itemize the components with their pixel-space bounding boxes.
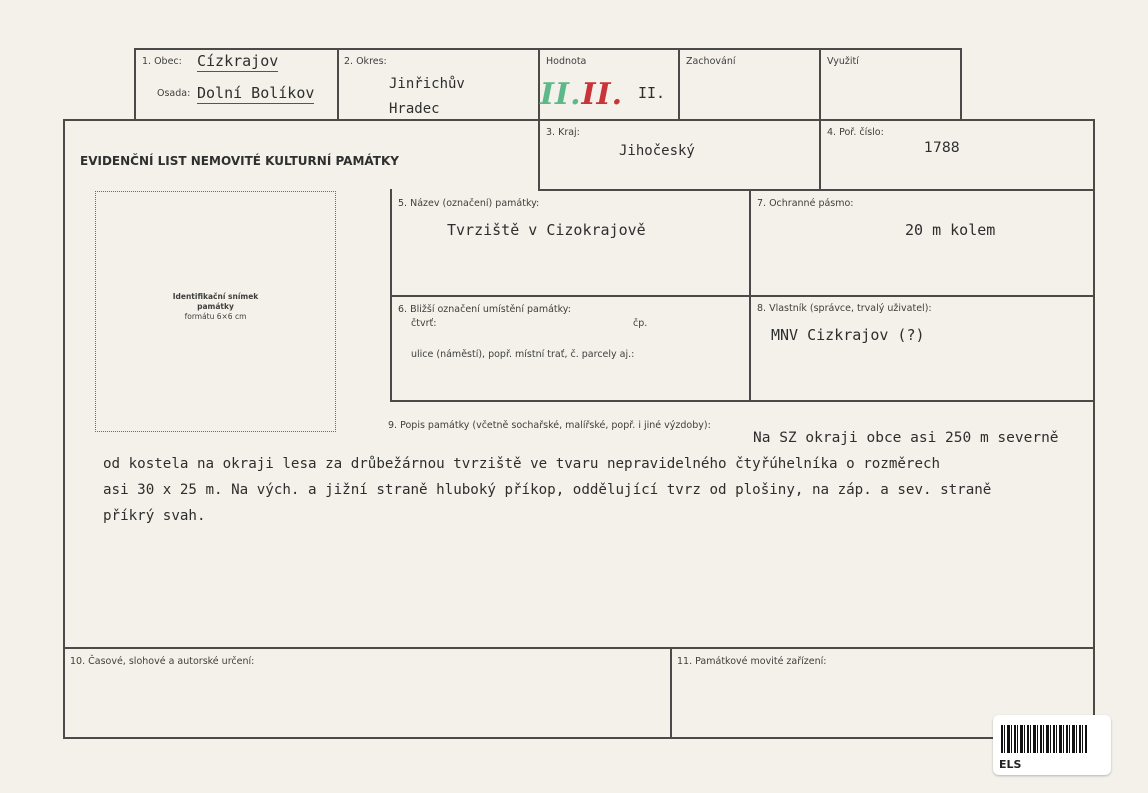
photo-placeholder [95, 191, 336, 432]
okres-value-line2: Hradec [389, 101, 440, 117]
barcode-bars [1001, 725, 1087, 753]
popis-line1: Na SZ okraji obce asi 250 m severně [753, 430, 1059, 446]
photo-text-line3: formátu 6×6 cm [184, 312, 247, 321]
kraj-value: Jihočeský [619, 143, 695, 159]
popis-line4: příkrý svah. [103, 508, 206, 524]
grade-red: II. [581, 77, 624, 112]
por-cislo-label: 4. Poř. číslo: [827, 127, 884, 138]
okres-value-line1: Jinřichův [389, 76, 465, 92]
vyuziti-label: Využití [827, 56, 859, 67]
por-cislo-value: 1788 [924, 140, 960, 156]
okres-label: 2. Okres: [344, 56, 387, 67]
photo-text-line2: památky [197, 302, 234, 311]
grade-green: II. [540, 77, 582, 112]
ctvrt-label: čtvrť: [411, 318, 437, 329]
ochranne-pasmo-label: 7. Ochranné pásmo: [757, 198, 854, 209]
hodnota-handwritten-grade [540, 77, 623, 112]
umisteni-label: 6. Bližší označení umístění památky: [398, 304, 571, 315]
osada-value: Dolní Bolíkov [197, 84, 315, 102]
obec-value: Cízkrajov [197, 52, 279, 70]
cp-label: čp. [633, 318, 648, 329]
barcode-text: ELS [999, 758, 1022, 771]
kraj-label: 3. Kraj: [546, 127, 580, 138]
movite-label: 11. Památkové movité zařízení: [677, 656, 827, 667]
vlastnik-label: 8. Vlastník (správce, trvalý uživatel): [757, 303, 932, 314]
zachovani-label: Zachování [686, 56, 736, 67]
ulice-label: ulice (náměstí), popř. místní trať, č. parcely aj.: [411, 349, 635, 360]
popis-line2: od kostela na okraji lesa za drůbežárnou tvrziště ve tvaru nepravidelného čtyřúhelníka o rozměrech [103, 456, 941, 472]
nazev-label: 5. Název (označení) památky: [398, 198, 540, 209]
form-title: EVIDENČNÍ LIST NEMOVITÉ KULTURNÍ PAMÁTKY [80, 154, 399, 168]
hodnota-label: Hodnota [546, 56, 587, 67]
hodnota-typed: II. [638, 84, 666, 102]
vlastnik-value: MNV Cizkrajov (?) [771, 326, 925, 344]
popis-label: 9. Popis památky (včetně sochařské, malířské, popř. i jiné výzdoby): [388, 420, 711, 431]
nazev-value: Tvrziště v Cizokrajově [447, 221, 646, 239]
popis-line3: asi 30 x 25 m. Na vých. a jižní straně hluboký příkop, oddělující tvrz od plošiny, na záp. a sev. straně [103, 482, 992, 498]
barcode-sticker [993, 715, 1111, 775]
obec-label: 1. Obec: [142, 56, 182, 67]
osada-label: Osada: [157, 88, 191, 99]
photo-text-line1: Identifikační snímek [172, 292, 259, 301]
casove-label: 10. Časové, slohové a autorské určení: [70, 656, 255, 667]
ochranne-pasmo-value: 20 m kolem [905, 221, 996, 239]
